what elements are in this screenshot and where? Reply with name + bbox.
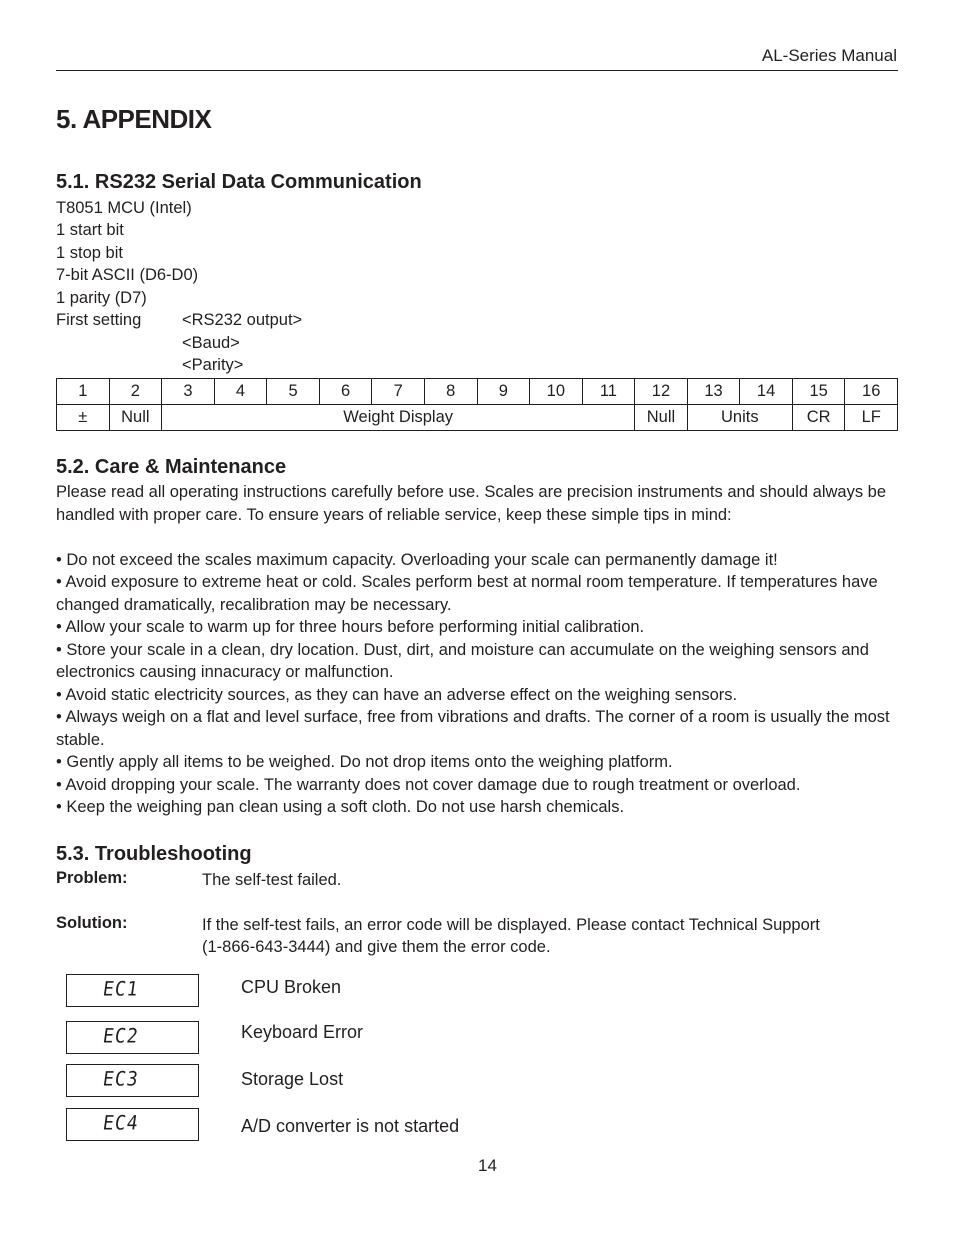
field-cell-cr: CR: [792, 405, 845, 431]
care-tip: • Avoid static electricity sources, as they can have an adverse effect on the weighing sensors.: [56, 685, 738, 704]
rs232-spec-line: 1 parity (D7): [56, 289, 147, 307]
error-description: Storage Lost: [241, 1069, 344, 1089]
running-header: AL-Series Manual: [761, 46, 897, 65]
table-row-fields: [57, 405, 898, 431]
position-cell: 8: [424, 379, 477, 405]
rs232-data-format-table: [56, 378, 898, 431]
blank-line: [56, 526, 898, 549]
table-row-positions: [57, 379, 898, 405]
rs232-spec-line: 1 stop bit: [56, 244, 123, 262]
care-tip: • Avoid exposure to extreme heat or cold. Scales perform best at normal room temperature. If temperatures have changed dramatically, recalibration may be necessary.: [56, 573, 878, 614]
error-code: EC2: [101, 1024, 141, 1049]
position-cell: 2: [109, 379, 162, 405]
care-body: [56, 481, 898, 819]
error-display-box: [66, 1064, 199, 1097]
position-cell: 11: [582, 379, 635, 405]
error-code: EC1: [101, 977, 141, 1002]
page-number: 14: [478, 1156, 497, 1175]
care-tip: • Keep the weighing pan clean using a soft cloth. Do not use harsh chemicals.: [56, 798, 625, 816]
position-cell: 16: [845, 379, 898, 405]
care-tip: • Do not exceed the scales maximum capacity. Overloading your scale can permanently damage it!: [56, 550, 778, 569]
problem-text: The self-test failed.: [202, 871, 342, 889]
position-cell: 12: [635, 379, 688, 405]
problem-label: Problem:: [56, 869, 128, 887]
error-description: A/D converter is not started: [241, 1116, 460, 1136]
position-cell: 13: [687, 379, 740, 405]
error-display-box: [66, 1108, 199, 1141]
field-cell-null: Null: [635, 405, 688, 431]
solution-text: (1-866-643-3444) and give them the error code.: [202, 938, 551, 956]
position-cell: 3: [162, 379, 215, 405]
rs232-spec-line: T8051 MCU (Intel): [56, 199, 192, 217]
field-cell-null: Null: [109, 405, 162, 431]
first-setting-label: First setting: [56, 311, 142, 329]
rs232-spec-line: 1 start bit: [56, 221, 124, 239]
position-cell: 7: [372, 379, 425, 405]
error-display-box: [66, 1021, 199, 1054]
care-tip: • Allow your scale to warm up for three hours before performing initial calibration.: [56, 618, 645, 636]
position-cell: 9: [477, 379, 530, 405]
care-heading: 5.2. Care & Maintenance: [56, 456, 287, 478]
care-intro: Please read all operating instructions carefully before use. Scales are precision instruments and should always be handled with proper care. To ensure years of reliable service, keep these simple tips in mind:: [56, 483, 887, 524]
solution-text: If the self-test fails, an error code will be displayed. Please contact Technical Support: [202, 916, 820, 934]
first-setting-value: <RS232 output>: [182, 311, 303, 329]
field-cell-sign: ±: [57, 405, 110, 431]
care-tip: • Gently apply all items to be weighed. Do not drop items onto the weighing platform.: [56, 753, 673, 771]
position-cell: 15: [792, 379, 845, 405]
position-cell: 5: [267, 379, 320, 405]
error-code: EC3: [101, 1067, 141, 1092]
field-cell-units: Units: [687, 405, 792, 431]
field-cell-weight-display: Weight Display: [162, 405, 635, 431]
first-setting-value: <Baud>: [182, 334, 240, 352]
rs232-heading: 5.1. RS232 Serial Data Communication: [56, 171, 422, 193]
care-tip: • Always weigh on a flat and level surface, free from vibrations and drafts. The corner of a room is usually the most stable.: [56, 708, 890, 749]
care-tip: • Store your scale in a clean, dry location. Dust, dirt, and moisture can accumulate on the weighing sensors and electronics causing innacuracy or malfunction.: [56, 640, 869, 681]
position-cell: 1: [57, 379, 110, 405]
field-cell-lf: LF: [845, 405, 898, 431]
page-title: 5. APPENDIX: [56, 104, 212, 134]
solution-label: Solution:: [56, 914, 128, 932]
care-tip: • Avoid dropping your scale. The warranty does not cover damage due to rough treatment or overload.: [56, 775, 801, 794]
error-display-box: [66, 974, 199, 1007]
position-cell: 10: [530, 379, 583, 405]
error-description: CPU Broken: [241, 977, 342, 997]
troubleshooting-heading: 5.3. Troubleshooting: [56, 843, 252, 865]
position-cell: 6: [319, 379, 372, 405]
rs232-spec-line: 7-bit ASCII (D6-D0): [56, 266, 199, 284]
position-cell: 14: [740, 379, 793, 405]
position-cell: 4: [214, 379, 267, 405]
error-code: EC4: [101, 1111, 141, 1136]
header-rule: [56, 70, 898, 71]
error-description: Keyboard Error: [241, 1022, 364, 1042]
first-setting-value: <Parity>: [182, 356, 244, 374]
